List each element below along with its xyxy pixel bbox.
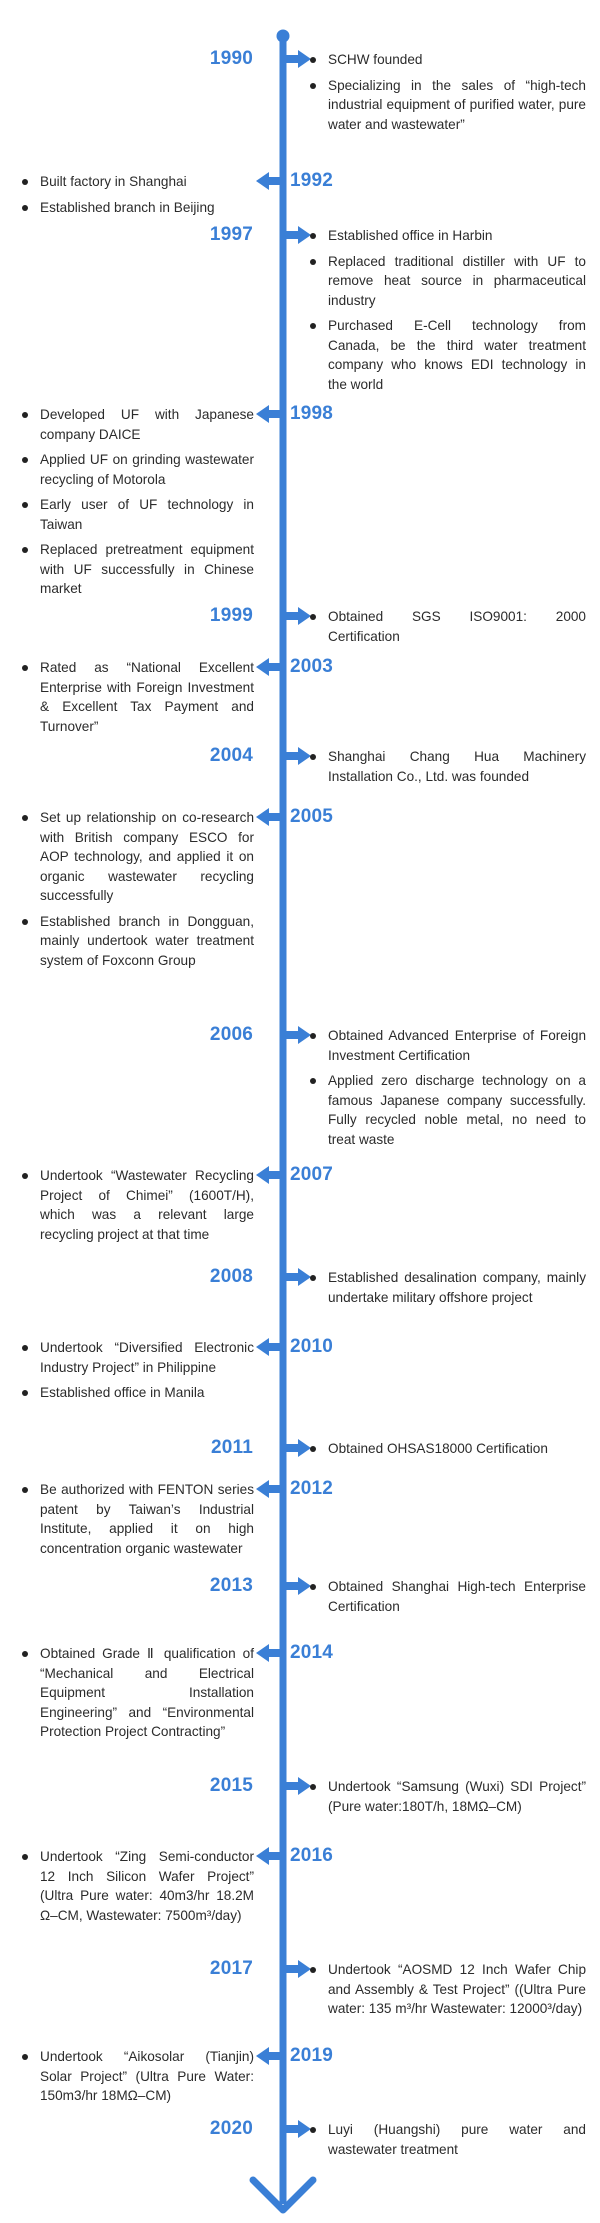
year-label: 1992: [290, 170, 334, 191]
year-label: 2011: [210, 1437, 253, 1458]
milestone-text: Obtained OHSAS18000 Certification: [328, 1441, 548, 1456]
bullet-icon: [310, 754, 316, 760]
bullet-icon: [22, 547, 28, 553]
milestone-list: [22, 658, 254, 742]
milestone-text: Undertook “AOSMD 12 Inch Wafer Chip and Assembly & Test Project” ((Ultra Pure water: 135 m³/hr Wastewater: 12000³/day): [328, 1962, 586, 2016]
bullet-icon: [22, 502, 28, 508]
milestone-text: Replaced pretreatment equipment with UF successfully in Chinese market: [40, 542, 254, 596]
timeline-marker-2006: [283, 1026, 311, 1044]
milestone-text: Rated as “National Excellent Enterprise with Foreign Investment & Excellent Tax Payment and Turnover”: [40, 660, 254, 734]
year-label: 2015: [209, 1775, 253, 1796]
bullet-icon: [310, 83, 316, 89]
bullet-icon: [22, 1173, 28, 1179]
timeline-marker-2017: [283, 1960, 311, 1978]
milestone-list: [22, 2047, 254, 2112]
milestone-text: Be authorized with FENTON series patent by Taiwan’s Industrial Institute, applied it on high concentration organic wastewater: [40, 1482, 254, 1556]
bullet-icon: [310, 323, 316, 329]
bullet-icon: [310, 1275, 316, 1281]
bullet-icon: [22, 412, 28, 418]
bullet-icon: [22, 815, 28, 821]
milestone-item: [22, 1383, 254, 1403]
year-label: 1999: [209, 605, 253, 626]
milestone-text: Undertook “Aikosolar (Tianjin) Solar Project” (Ultra Pure Water: 150m3/hr 18MΩ–CM): [40, 2049, 254, 2103]
timeline-marker-2004: [283, 747, 311, 765]
milestone-text: Undertook “Zing Semi-conductor 12 Inch Silicon Wafer Project” (Ultra Pure water: 40m3/hr 18.2M Ω–CM, Wastewater: 7500m³/day): [40, 1849, 254, 1923]
bullet-icon: [22, 1651, 28, 1657]
milestone-item: [22, 450, 254, 489]
timeline-marker-2013: [283, 1577, 311, 1595]
milestone-text: Obtained Advanced Enterprise of Foreign Investment Certification: [328, 1028, 586, 1063]
timeline-marker-2011: [283, 1439, 311, 1457]
milestone-text: Established office in Harbin: [328, 228, 493, 243]
milestone-item: [310, 76, 586, 135]
year-label: 2017: [209, 1958, 253, 1979]
year-label: 2016: [290, 1845, 334, 1866]
year-label: 2019: [290, 2045, 334, 2066]
year-label: 2020: [209, 2118, 253, 2139]
milestone-item: [310, 1777, 586, 1816]
timeline-marker-2008: [283, 1268, 311, 1286]
milestone-item: [22, 1338, 254, 1377]
arrow-left-icon: [256, 658, 269, 676]
timeline-marker-2015: [283, 1777, 311, 1795]
milestone-list: [310, 226, 586, 400]
milestone-item: [310, 2120, 586, 2159]
bullet-icon: [22, 665, 28, 671]
arrow-left-icon: [256, 1644, 269, 1662]
year-label: 2013: [209, 1575, 253, 1596]
bullet-icon: [310, 57, 316, 63]
milestone-item: [310, 316, 586, 394]
milestone-list: [310, 50, 586, 140]
milestone-list: [310, 607, 586, 652]
milestone-item: [310, 226, 586, 246]
milestone-item: [310, 1577, 586, 1616]
milestone-list: [22, 808, 254, 976]
year-label: 2004: [209, 745, 253, 766]
year-label: 2010: [290, 1336, 334, 1357]
milestone-item: [22, 1480, 254, 1558]
bullet-icon: [310, 2127, 316, 2133]
milestone-list: [310, 747, 586, 792]
milestone-text: Undertook “Wastewater Recycling Project of Chimei” (1600T/H), which was a relevant large recycling project at that time: [40, 1168, 254, 1242]
bullet-icon: [310, 614, 316, 620]
bullet-icon: [22, 1390, 28, 1396]
year-label: 1990: [209, 48, 253, 69]
milestone-list: [310, 2120, 586, 2165]
milestone-item: [310, 1439, 586, 1459]
arrow-left-icon: [256, 1847, 269, 1865]
year-label: 2006: [209, 1024, 253, 1045]
milestone-list: [22, 1644, 254, 1748]
milestone-list: [310, 1268, 586, 1313]
bullet-icon: [22, 1854, 28, 1860]
milestone-item: [22, 912, 254, 971]
arrow-left-icon: [256, 808, 269, 826]
bullet-icon: [22, 2054, 28, 2060]
arrow-left-icon: [256, 405, 269, 423]
milestone-text: Replaced traditional distiller with UF to remove heat source in pharmaceutical industry: [328, 253, 586, 308]
milestone-item: [22, 2047, 254, 2106]
milestone-text: Established office in Manila: [40, 1385, 205, 1400]
milestone-item: [310, 747, 586, 786]
milestone-item: [22, 172, 254, 192]
milestone-item: [22, 808, 254, 906]
milestone-text: Early user of UF technology in Taiwan: [40, 497, 254, 532]
timeline-line: [280, 36, 287, 2204]
bullet-icon: [310, 1446, 316, 1452]
milestone-item: [22, 540, 254, 599]
bullet-icon: [310, 1078, 316, 1084]
arrow-left-icon: [256, 1338, 269, 1356]
milestone-list: [310, 1960, 586, 2025]
milestone-item: [310, 50, 586, 70]
milestone-item: [310, 1960, 586, 2019]
milestone-text: Obtained Grade Ⅱ qualification of “Mechanical and Electrical Equipment Installation Engineering” and “Environmental Protection Project Contracting”: [40, 1646, 254, 1739]
milestone-list: [22, 1338, 254, 1409]
milestone-item: [22, 1847, 254, 1925]
timeline-marker-2020: [283, 2120, 311, 2138]
year-label: 2012: [290, 1478, 334, 1499]
milestone-text: Shanghai Chang Hua Machinery Installation Co., Ltd. was founded: [328, 749, 586, 784]
year-label: 1998: [290, 403, 334, 424]
milestone-list: [22, 172, 254, 223]
milestone-list: [22, 1480, 254, 1564]
milestone-text: Set up relationship on co-research with British company ESCO for AOP technology, and applied it on organic wastewater recycling successfully: [40, 810, 254, 903]
year-label: 2008: [209, 1266, 253, 1287]
milestone-text: Established branch in Beijing: [40, 199, 215, 215]
milestone-item: [310, 1071, 586, 1149]
milestone-text: Applied UF on grinding wastewater recycling of Motorola: [40, 452, 254, 487]
year-label: 1997: [209, 224, 253, 245]
milestone-list: [310, 1777, 586, 1822]
milestone-item: [22, 405, 254, 444]
bullet-icon: [310, 233, 316, 239]
milestone-list: [310, 1577, 586, 1622]
milestone-item: [22, 495, 254, 534]
milestone-item: [310, 1026, 586, 1065]
milestone-text: Undertook “Diversified Electronic Industry Project” in Philippine: [40, 1340, 254, 1375]
bullet-icon: [22, 205, 28, 211]
milestone-text: Obtained Shanghai High-tech Enterprise Certification: [328, 1579, 586, 1614]
milestone-list: [310, 1439, 586, 1465]
milestone-item: [22, 1166, 254, 1244]
bullet-icon: [22, 179, 28, 185]
bullet-icon: [310, 1033, 316, 1039]
bullet-icon: [22, 1345, 28, 1351]
milestone-text: Applied zero discharge technology on a famous Japanese company successfully. Fully recycled noble metal, no need to treat waste: [328, 1073, 586, 1147]
arrow-left-icon: [256, 1480, 269, 1498]
milestone-text: Developed UF with Japanese company DAICE: [40, 407, 254, 442]
milestone-text: Established branch in Dongguan, mainly undertook water treatment system of Foxconn Group: [40, 913, 254, 968]
milestone-text: Specializing in the sales of “high-tech industrial equipment of purified water, pure water and wastewater”: [328, 77, 586, 132]
milestone-list: [310, 1026, 586, 1155]
timeline-marker-1990: [283, 50, 311, 68]
bullet-icon: [22, 1487, 28, 1493]
bullet-icon: [22, 919, 28, 925]
milestone-item: [310, 252, 586, 311]
milestone-text: SCHW founded: [328, 52, 423, 67]
bullet-icon: [22, 457, 28, 463]
milestone-text: Established desalination company, mainly undertake military offshore project: [328, 1270, 586, 1305]
milestone-text: Obtained SGS ISO9001: 2000 Certification: [328, 609, 586, 644]
timeline-marker-1999: [283, 607, 311, 625]
timeline-marker-1997: [283, 226, 311, 244]
bullet-icon: [310, 1784, 316, 1790]
milestone-item: [22, 658, 254, 736]
timeline-axis: [253, 30, 313, 2211]
milestone-item: [310, 607, 586, 646]
milestone-text: Undertook “Samsung (Wuxi) SDI Project” (Pure water:180T/h, 18MΩ–CM): [328, 1779, 586, 1814]
milestone-item: [22, 198, 254, 218]
milestone-list: [22, 405, 254, 605]
arrow-left-icon: [256, 172, 269, 190]
milestone-item: [22, 1644, 254, 1742]
year-label: 2003: [290, 656, 334, 677]
milestone-text: Built factory in Shanghai: [40, 174, 187, 189]
milestone-list: [22, 1847, 254, 1931]
year-label: 2005: [290, 806, 334, 827]
milestone-text: Purchased E-Cell technology from Canada, be the third water treatment company who knows EDI technology in the world: [328, 318, 586, 392]
year-label: 2007: [290, 1164, 334, 1185]
arrow-left-icon: [256, 2047, 269, 2065]
bullet-icon: [310, 1584, 316, 1590]
year-label: 2014: [290, 1642, 334, 1663]
milestone-text: Luyi (Huangshi) pure water and wastewater treatment: [328, 2122, 586, 2157]
bullet-icon: [310, 259, 316, 265]
bullet-icon: [310, 1967, 316, 1973]
milestone-item: [310, 1268, 586, 1307]
milestone-list: [22, 1166, 254, 1250]
arrow-left-icon: [256, 1166, 269, 1184]
